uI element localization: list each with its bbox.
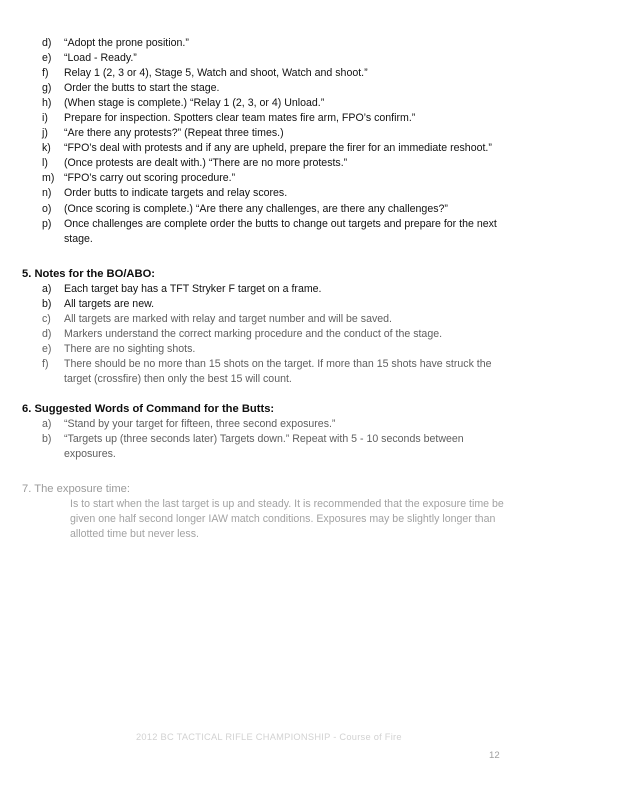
list-item-text: (When stage is complete.) “Relay 1 (2, 3, or 4) Unload.” [64, 97, 325, 110]
list-item-text: Markers understand the correct marking procedure and the conduct of the stage. [64, 327, 443, 340]
section-heading-5: 5. Notes for the BO/ABO: [22, 267, 156, 280]
list-item-text: Prepare for inspection. Spotters clear team mates fire arm, FPO’s confirm.” [64, 112, 416, 125]
list-item-text: All targets are marked with relay and target number and will be saved. [64, 312, 392, 325]
list-item [22, 357, 508, 387]
list-item [22, 126, 508, 141]
section-5-list [22, 282, 508, 387]
list-item [22, 171, 508, 186]
list-marker: o) [42, 202, 52, 215]
list-marker: f) [42, 357, 49, 370]
list-marker: h) [42, 97, 52, 110]
list-item-text: “Targets up (three seconds later) Targets down.” Repeat with 5 - 10 seconds between exposures. [64, 433, 464, 461]
list-item [22, 217, 508, 247]
section-6-list [22, 417, 508, 462]
list-item-text: Once challenges are complete order the butts to change out targets and prepare for the next stage. [64, 217, 497, 245]
footer-title: 2012 BC TACTICAL RIFLE CHAMPIONSHIP - Course of Fire [136, 732, 402, 742]
list-item-text: There are no sighting shots. [64, 342, 196, 355]
list-marker: g) [42, 82, 52, 95]
list-item-text: “Stand by your target for fifteen, three second exposures.” [64, 417, 336, 430]
list-item-text: “FPO’s deal with protests and if any are upheld, prepare the firer for an immediate reshoot.” [64, 142, 492, 155]
list-marker: l) [42, 157, 48, 170]
list-item-text: All targets are new. [64, 297, 155, 310]
list-item-text: “Adopt the prone position.” [64, 37, 189, 49]
list-item-text: There should be no more than 15 shots on the target. If more than 15 shots have struck the target (crossfire) then only the best 15 will count. [64, 357, 492, 385]
continued-command-list [22, 36, 508, 247]
list-item [22, 81, 508, 96]
list-item-text: (Once protests are dealt with.) “There are no more protests.” [64, 157, 348, 170]
list-marker: m) [42, 172, 55, 185]
list-item [22, 96, 508, 111]
list-marker: p) [42, 217, 52, 230]
list-item [22, 156, 508, 171]
list-item-text: “FPO’s carry out scoring procedure.” [64, 172, 236, 185]
list-marker: e) [42, 342, 52, 355]
list-item [22, 51, 508, 66]
list-item-text: Order the butts to start the stage. [64, 82, 220, 95]
list-item-text: Each target bay has a TFT Stryker F target on a frame. [64, 282, 322, 295]
list-marker: f) [42, 67, 49, 80]
list-item [22, 417, 508, 432]
list-marker: d) [42, 37, 52, 49]
list-item [22, 111, 508, 126]
list-marker: i) [42, 112, 48, 125]
section-7-body: Is to start when the last target is up and steady. It is recommended that the exposure time be given one half second longer IAW match conditions. Exposures may be slightly longer than allotted time but never less. [70, 498, 504, 541]
list-marker: e) [42, 52, 52, 65]
list-item [22, 432, 508, 462]
list-item [22, 282, 508, 297]
list-item [22, 66, 508, 81]
list-marker: a) [42, 417, 52, 430]
list-item [22, 342, 508, 357]
list-item [22, 141, 508, 156]
list-item [22, 327, 508, 342]
list-marker: n) [42, 187, 52, 200]
list-item [22, 36, 508, 51]
list-marker: d) [42, 327, 52, 340]
list-marker: b) [42, 433, 52, 446]
list-item-text: (Once scoring is complete.) “Are there any challenges, are there any challenges?” [64, 202, 448, 215]
section-heading-7: 7. The exposure time: [22, 483, 130, 496]
list-item-text: “Are there any protests?” (Repeat three times.) [64, 127, 284, 140]
list-marker: a) [42, 282, 52, 295]
list-marker: c) [42, 312, 51, 325]
list-marker: j) [42, 127, 48, 140]
list-item [22, 186, 508, 201]
list-marker: b) [42, 297, 52, 310]
list-item-text: “Load - Ready.” [64, 52, 137, 65]
page-footer [0, 728, 618, 798]
list-item [22, 312, 508, 327]
list-item [22, 297, 508, 312]
page-number: 12 [489, 750, 500, 761]
section-heading-6: 6. Suggested Words of Command for the Butts: [22, 402, 275, 415]
list-item [22, 202, 508, 217]
list-item-text: Relay 1 (2, 3 or 4), Stage 5, Watch and shoot, Watch and shoot.” [64, 67, 368, 80]
list-item-text: Order butts to indicate targets and relay scores. [64, 187, 288, 200]
list-marker: k) [42, 142, 51, 155]
